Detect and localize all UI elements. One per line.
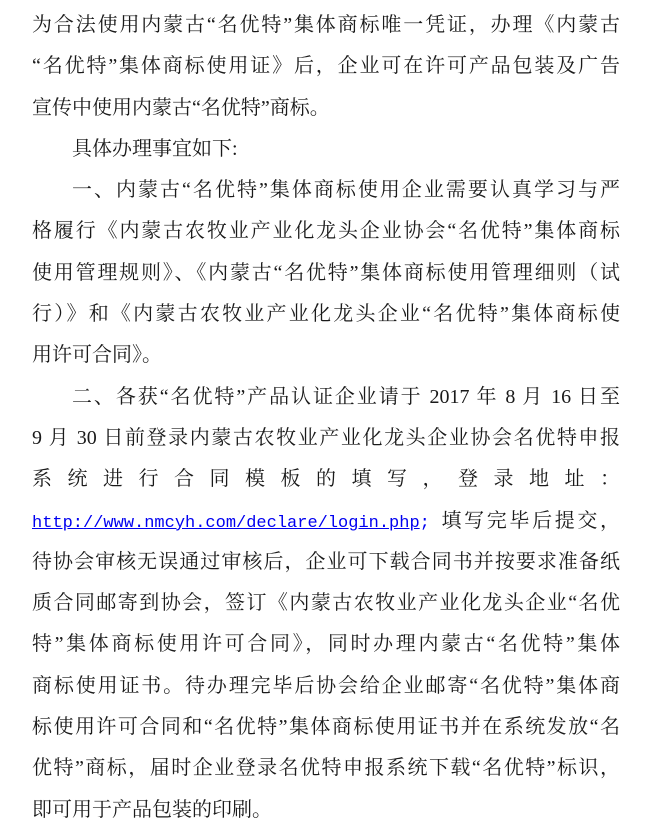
text-line: 商标使用证书。待办理完毕后协会给企业邮寄“名优特”集体商: [32, 674, 620, 697]
text-line: 为合法使用内蒙古“名优特”集体商标唯一凭证，办理《内蒙古: [32, 14, 620, 36]
text-line: 9 月 30 日前登录内蒙古农牧业产业化龙头企业协会名优特申报: [32, 426, 620, 449]
text-line: 具体办理事宜如下:: [72, 137, 238, 160]
text-line: 格履行《内蒙古农牧业产业化龙头企业协会“名优特”集体商标: [32, 220, 620, 243]
text-line: 使用管理规则》、《内蒙古“名优特”集体商标使用管理细则（试: [32, 261, 620, 284]
login-url-link[interactable]: http://www.nmcyh.com/declare/login.php: [32, 513, 420, 533]
text-line-with-link: [32, 501, 620, 542]
text-line: 即可用于产品包装的印刷。: [32, 798, 272, 821]
link-semicolon: ;: [419, 513, 430, 533]
text-line: 特”集体商标使用许可合同》，同时办理内蒙古“名优特”集体: [32, 633, 620, 656]
text-line: 行）》和《内蒙古农牧业产业化龙头企业“名优特”集体商标使: [32, 303, 620, 326]
text-line: 优特”商标，届时企业登录名优特申报系统下载“名优特”标识，: [32, 757, 620, 780]
text-line: 待协会审核无误通过审核后，企业可下载合同书并按要求准备纸: [32, 550, 620, 573]
text-line: 标使用许可合同和“名优特”集体商标使用证书并在系统发放“名: [32, 716, 620, 739]
after-link-text: 填写完毕后提交，: [438, 509, 620, 532]
text-line: 二、各获“名优特”产品认证企业请于 2017 年 8 月 16 日至: [72, 385, 620, 408]
text-line: 宣传中使用内蒙古“名优特”商标。: [32, 96, 330, 119]
text-line: 质合同邮寄到协会，签订《内蒙古农牧业产业化龙头企业“名优: [32, 592, 620, 615]
text-line: 一、内蒙古“名优特”集体商标使用企业需要认真学习与严: [72, 179, 620, 202]
text-line: 用许可合同》。: [32, 344, 162, 367]
text-line: 系统进行合同模板的填写，登录地址：: [32, 468, 620, 491]
text-line: “名优特”集体商标使用证》后，企业可在许可产品包装及广告: [32, 55, 620, 78]
